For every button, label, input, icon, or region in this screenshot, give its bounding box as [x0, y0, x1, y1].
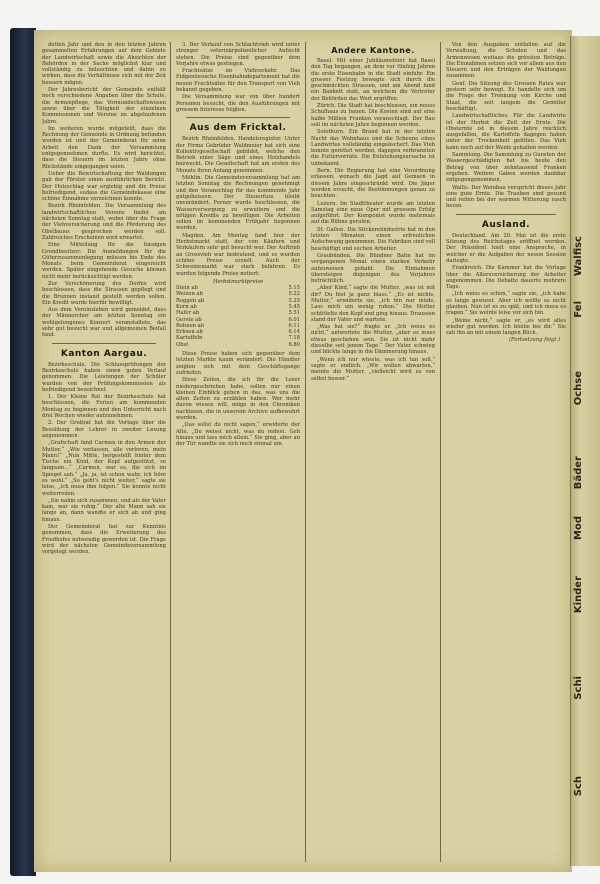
- edge-word: Mod: [573, 516, 584, 540]
- newspaper-page: [34, 30, 572, 872]
- table-row: Bohnen ab 6.11: [176, 322, 300, 329]
- table-row: Obst 6.80: [176, 341, 300, 348]
- table-row: Stein ab 5.15: [176, 285, 300, 292]
- edge-word: Walfisc: [573, 236, 584, 277]
- heading-aus-dem-fricktal: Aus dem Fricktal.: [189, 123, 287, 134]
- table-row: Korn ab 5.45: [176, 303, 300, 310]
- table-row: Erbsen ab 6.14: [176, 329, 300, 336]
- table-row: Kartoffeln 7.18: [176, 335, 300, 342]
- heading-ausland: Ausland.: [481, 219, 531, 230]
- column-4: Von den Ausgaben entfallen auf die Verwaltung, die Schulen und das Armenwesen weitaus die grössten Beträge. Die Einnahmen setzen sich vor allem aus den Steuern und den Erträgen der Waldungen zusammen. Genf. Die Sitzung des Grossen Rates war gestern sehr bewegt. Es handelte sich um die Frage der Trennung von Kirche und Staat, die seit langem die Gemüter beschäftigt. Landwirtschaftliches. Für die Landwirte ist der Herbst die Zeit der Ernte. Die Obsternte ist in diesem Jahre reichlich ausgefallen, die Kartoffeln dagegen haben unter der Trockenheit gelitten. Das Vieh kann noch auf der Weide gehalten werden. Sammlung. Die Sammlung zu Gunsten der Wassergeschädigten hat bis heute den Betrag von über zehntausend Franken ergeben. Weitere Gaben werden dankbar entgegengenommen. Wallis. Der Weinbau verspricht dieses Jahr eine gute Ernte. Die Trauben sind gesund und reifen bei der warmen Witterung rasch heran. Ausland. Deutschland. Am 20. Mai ist die erste Sitzung des Reichstages eröffnet worden. Der Präsident hielt eine Ansprache, in welcher er die Aufgaben der neuen Session darlegte. Frankreich. Die Kammer hat die Vorlage über die Altersversicherung der Arbeiter angenommen. Die Debatte dauerte mehrere Tage. „Ich weiss es schon,“ sagte sie, „ich habe es lange gewusst. Aber ich wollte es nicht glauben. Nun ist es zu spät, und ich muss es tragen.“ Sie weinte leise vor sich hin. „Weine nicht,“ sagte er, „es wird alles wieder gut werden. Ich bleibe bei dir.“ Sie sah ihn an mit einem langen Blick. (Fortsetzung folgt.): [446, 42, 566, 344]
- edge-word: Bäder: [573, 456, 584, 490]
- edge-word: Sch: [573, 776, 584, 797]
- edge-word: Ochse: [573, 371, 584, 406]
- heading-andere-kantone: Andere Kantone.: [331, 46, 415, 55]
- column-3: Andere Kantone. Basel. Mit einer Jubiläumsfeier hat Basel den Tag begangen, an dem vor fünfzig Jahren die erste Eisenbahn in die Stadt einfuhr. Ein grosser Festzug bewegte sich durch die geschmückten Strassen, und am Abend fand ein Bankett statt, an welchem die Vertreter der Behörden das Wort ergriffen. Zürich. Die Stadt hat beschlossen, ein neues Schulhaus zu bauen. Die Kosten sind auf eine halbe Million Franken veranschlagt. Der Bau soll im nächsten Jahre begonnen werden. Solothurn. Ein Brand hat in der letzten Nacht das Wohnhaus und die Scheune eines Landwirtes vollständig eingeäschert. Das Vieh konnte gerettet werden, dagegen verbrannten die Futtervorräte. Die Entstehungsursache ist unbekannt. Bern. Die Regierung hat eine Verordnung erlassen, wonach die Jagd auf Gemsen in diesem Jahre eingeschränkt wird. Die Jäger werden ersucht, die Bestimmungen genau zu beachten. Luzern. Im Stadttheater wurde am letzten Samstag eine neue Oper mit grossem Erfolg aufgeführt. Der Komponist wurde mehrmals auf die Bühne gerufen. St. Gallen. Die Stickereiindustrie hat in den letzten Monaten einen erfreulichen Aufschwung genommen. Die Fabriken sind voll beschäftigt und suchen Arbeiter. Graubünden. Die Bündner Bahn hat im vergangenen Monat einen starken Verkehr aufzuweisen gehabt. Die Einnahmen übersteigen diejenigen des Vorjahres beträchtlich. „Aber Kind,“ sagte die Mutter, „was ist mit dir? Du bist ja ganz blass.“ „Es ist nichts, Mutter,“ erwiderte sie, „ich bin nur müde. Lass mich ein wenig ruhen.“ Die Mutter schüttelte den Kopf und ging hinaus. Draussen stand der Vater und wartete. „Was hat sie?“ fragte er. „Ich weiss es nicht,“ antwortete die Mutter, „aber es muss etwas geschehen sein. Sie ist nicht mehr dieselbe seit jenem Tage.“ Der Vater schwieg und blickte lange in die Dämmerung hinaus. „Wenn ich nur wüsste, was ich tun soll,“ sagte er endlich. „Wir wollen abwarten,“ meinte die Mutter, „vielleicht wird es von selbst besser.“: [311, 46, 435, 382]
- table-row: Gerste ab 6.01: [176, 316, 300, 323]
- column-1: detten Jahr und den in den letzten Jahren gesammelten Erfahrungen auf dem Gebiete der Landwirtschaft sowie die Absichten der Behörden in der Sache möglichst klar und vollständig zu beleuchten und dahin zu wirken, dass die Verhältnisse sich mit der Zeit bessern mögen. Der Jahresbericht der Gemeinde enthält noch verschiedene Angaben über die Schule, die Armenpflege, das Vormundschaftswesen sowie über die Tätigkeit der einzelnen Kommissionen und Vereine im abgelaufenen Jahre. Im weiteren wurde mitgeteilt, dass die Rechnung der Gemeinde in Ordnung befunden worden ist und der Gemeinderat für seine Arbeit den Dank der Versammlung entgegennehmen durfte. Es wird berichtet, dass die Steuern im letzten Jahre ohne Rückstände eingegangen seien. Ueber die Bewirtschaftung der Waldungen gab der Förster einen ausführlichen Bericht. Der Holzschlag war ergiebig und die Preise befriedigend, sodass die Gemeindekasse eine schöne Einnahme verzeichnen konnte. Bezirk Rheinfelden. Die Versammlung des landwirtschaftlichen Vereins findet am nächsten Sonntag statt, wobei über die Frage der Viehversicherung und die Förderung des Obstbaues gesprochen werden soll. Zahlreiches Erscheinen wird erwartet. Eine Mitteilung für die hiesigen Grundbesitzer: Die Anmeldungen für die Güterzusammenlegung müssen bis Ende des Monats beim Gemeinderat eingereicht werden. Später eingehende Gesuche können nicht mehr berücksichtigt werden. Zur Verschönerung des Dorfes wird beschlossen, dass die Strassen gepflegt und die Brunnen instand gestellt werden sollen. Ein Kredit wurde hierfür bewilligt. Aus dem Vereinsleben wird gemeldet, dass der Männerchor am letzten Sonntag ein wohlgelungenes Konzert veranstaltete, das sehr gut besucht war und allgemeinen Beifall fand. Kanton Aargau. Bezirksschule. Die Schlussprüfungen der Bezirksschule haben einen guten Verlauf genommen. Die Leistungen der Schüler wurden von der Prüfungskommission als befriedigend bezeichnet. 1. Der Kleine Rat der Bezirksschule hat beschlossen, die Ferien am kommenden Montag zu beginnen und den Unterricht nach drei Wochen wieder aufzunehmen. 2. Der Großrat hat die Vorlage über die Besoldung der Lehrer in zweiter Lesung angenommen. „Grafschaft fand Carmen in den Armen der Mutter.“ „Wie verlassen, alle verloren, mein Mann!“ „Nun Mitte, hergestellt hinter dem Tische ein Kind, der Kopf aufgestützt, so langsam...“ „Carmen, war es, die sich im Spiegel sah.“ „Ja, ja, ist schon wahr, ich höre es wohl.“ „So geht's nicht weiter,“ sagte sie leise, „ich muss ihm folgen.“ Sie konnte nicht weiterreden. „Sie nahm sich zusammen, und als der Vater kam, war sie ruhig.“ Der alte Mann sah sie lange an, dann wandte er sich ab und ging hinaus. Der Gemeinderat hat zur Kenntnis genommen, dass die Erweiterung des Friedhofes notwendig geworden ist. Die Frage wird der nächsten Gemeindeversammlung vorgelegt werden.: [42, 42, 166, 556]
- edge-word: Schi: [573, 676, 584, 700]
- book-binding: [10, 28, 36, 876]
- edge-word: Fel: [573, 301, 584, 318]
- price-table-title: Herbstmarktpreise: [212, 278, 264, 285]
- column-2: 3. Der Verkauf von Schlachtvieh wird unter strenger veterinärpolizeilicher Aufsicht stehen. Die Preise sind gegenüber dem Vorjahre etwas gestiegen. Frachtsätze im Viehverkehr. Das Eidgenössische Eisenbahndepartement hat die neuen Frachtsätze für den Transport von Vieh bekannt gegeben. Die Versammlung war von über hundert Personen besucht, die den Ausführungen mit grossem Interesse folgten. Aus dem Fricktal. Bezirk Rheinfelden. Handelsregister. Unter der Firma Gebrüder Waldmeier hat sich eine Kollektivgesellschaft gebildet, welche den Betrieb einer Säge und eines Holzhandels bezweckt. Die Gesellschaft hat am ersten des Monats ihren Anfang genommen. Möhlin. Die Gemeindeversammlung hat am letzten Sonntag die Rechnungen genehmigt und den Voranschlag für das kommende Jahr gutgeheissen. Der Steuerfuss bleibt unverändert. Ferner wurde beschlossen, die Wasserversorgung zu erweitern und die nötigen Kredite zu bewilligen. Die Arbeiten sollen im kommenden Frühjahr begonnen werden. Magden. Am Montag fand hier der Herbstmarkt statt, der von Käufern und Verkäufern sehr gut besucht war. Der Auftrieb an Grossvieh war bedeutend, und es wurden schöne Preise erzielt. Auch der Schweinemarkt war stark befahren. Es wurden folgende Preise notiert: Herbstmarktpreise Stein ab 5.15 Weizen ab 5.22 Roggen ab 5.25 Korn ab 5.45 Hafer ab 5.51 Gerste ab 6.01 Bohnen ab 6.11 Erbsen ab 6.14 Kartoffeln 7.18 Obst 6.80 Diese Preise haben sich gegenüber dem letzten Markte kaum verändert. Die Händler zeigten sich mit dem Geschäftsgange zufrieden. Diese Zeilen, die ich für die Leser niedergeschrieben habe, sollen nur einen kleinen Einblick geben in das, was uns die alten Zeiten zu erzählen haben. Wer mehr davon wissen will, möge in den Chroniken nachlesen, die in unserem Archive aufbewahrt werden. „Das sollst du nicht sagen,“ erwiderte der Alte. „Du weisst nicht, was du redest. Geh hinaus und lass mich allein.“ Sie ging, aber an der Tür wandte sie sich noch einmal um.: [176, 42, 300, 448]
- edge-word: Kinder: [573, 576, 584, 614]
- table-row: Weizen ab 5.22: [176, 291, 300, 298]
- heading-kanton-aargau: Kanton Aargau.: [60, 348, 148, 359]
- price-table: [176, 279, 300, 348]
- signature: (Fortsetzung folgt.): [508, 337, 560, 344]
- table-row: Roggen ab 5.25: [176, 297, 300, 304]
- table-row: Hafer ab 5.51: [176, 310, 300, 317]
- next-page-edge: [570, 36, 600, 866]
